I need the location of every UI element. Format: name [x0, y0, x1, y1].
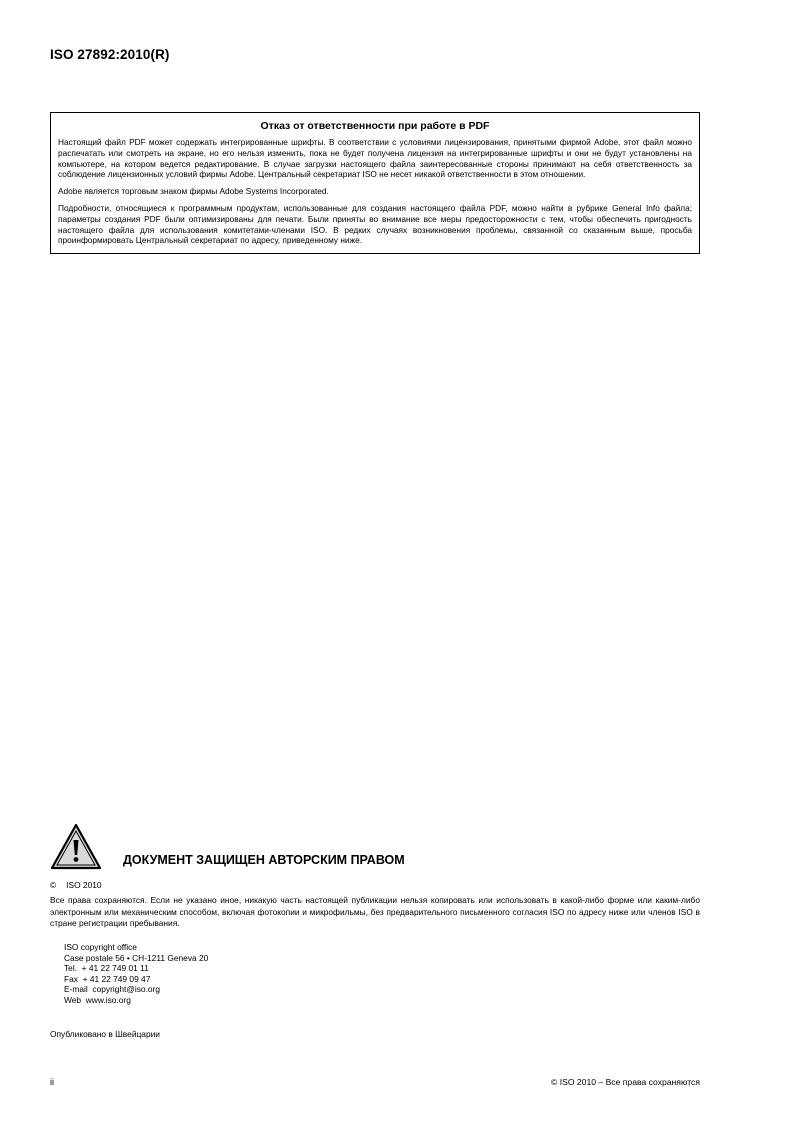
iso-address-block: [64, 942, 208, 1006]
footer-copyright: © ISO 2010 – Все права сохраняются: [550, 1077, 700, 1087]
address-office: ISO copyright office: [64, 942, 137, 952]
copyright-heading: ДОКУМЕНТ ЗАЩИЩЕН АВТОРСКИМ ПРАВОМ: [123, 853, 405, 867]
document-id: ISO 27892:2010(R): [50, 47, 170, 62]
rights-paragraph: Все права сохраняются. Если не указано иное, никакую часть настоящей публикации нельзя копировать или использовать в какой-либо форме или каким-либо электронным или механическим способом, включая фотокопии и микрофильмы, без предварительного письменного согласия ISO по адресу ниже или членов ISO в стране регистрации пребывания.: [50, 895, 700, 928]
copyright-symbol: ©: [50, 880, 57, 890]
address-fax: Fax + 41 22 749 09 47: [64, 973, 151, 984]
copyright-year-text: ISO 2010: [66, 880, 102, 890]
disclaimer-title: Отказ от ответственности при работе в PDF: [260, 120, 490, 132]
warning-triangle-icon: [50, 823, 102, 870]
address-email: E-mail copyright@iso.org: [64, 984, 161, 995]
published-in: Опубликовано в Швейцарии: [50, 1029, 160, 1039]
address-postal: Case postale 56 • CH-1211 Geneva 20: [64, 952, 209, 963]
page-number: ii: [50, 1077, 54, 1087]
address-tel: Tel. + 41 22 749 01 11: [64, 963, 149, 974]
disclaimer-paragraph: Подробности, относящиеся к программным продуктам, использованные для создания настоящего файла PDF, можно найти в рубрике General Info файла; параметры создания PDF были оптимизированы для печати. Были приняты во внимание все меры предосторожности с тем, чтобы обеспечить пригодность настоящего файла для использования комитетами-членами ISO. В редких случаях возникновения проблемы, связанной со сказанным выше, просьба проинформировать Центральный секретариат по адресу, приведенному ниже.: [58, 202, 692, 246]
disclaimer-paragraph: Настоящий файл PDF может содержать интегрированные шрифты. В соответствии с условиями лицензирования, принятыми фирмой Adobe, этот файл можно распечатать или смотреть на экране, но его нельзя изменить, пока не будет получена лицензия на интегрированные шрифты и они не будут установлены на компьютере, на котором ведется редактирование. В случае загрузки настоящего файла заинтересованные стороны принимают на себя ответственность за соблюдение лицензионных условий фирмы Adobe. Центральный секретариат ISO не несет никакой ответственности в этом отношении.: [58, 137, 692, 180]
pdf-disclaimer-box: [50, 112, 700, 254]
address-web: Web www.iso.org: [64, 994, 131, 1005]
disclaimer-paragraph: Adobe является торговым знаком фирмы Adobe Systems Incorporated.: [58, 186, 329, 197]
copyright-year: [50, 880, 102, 890]
